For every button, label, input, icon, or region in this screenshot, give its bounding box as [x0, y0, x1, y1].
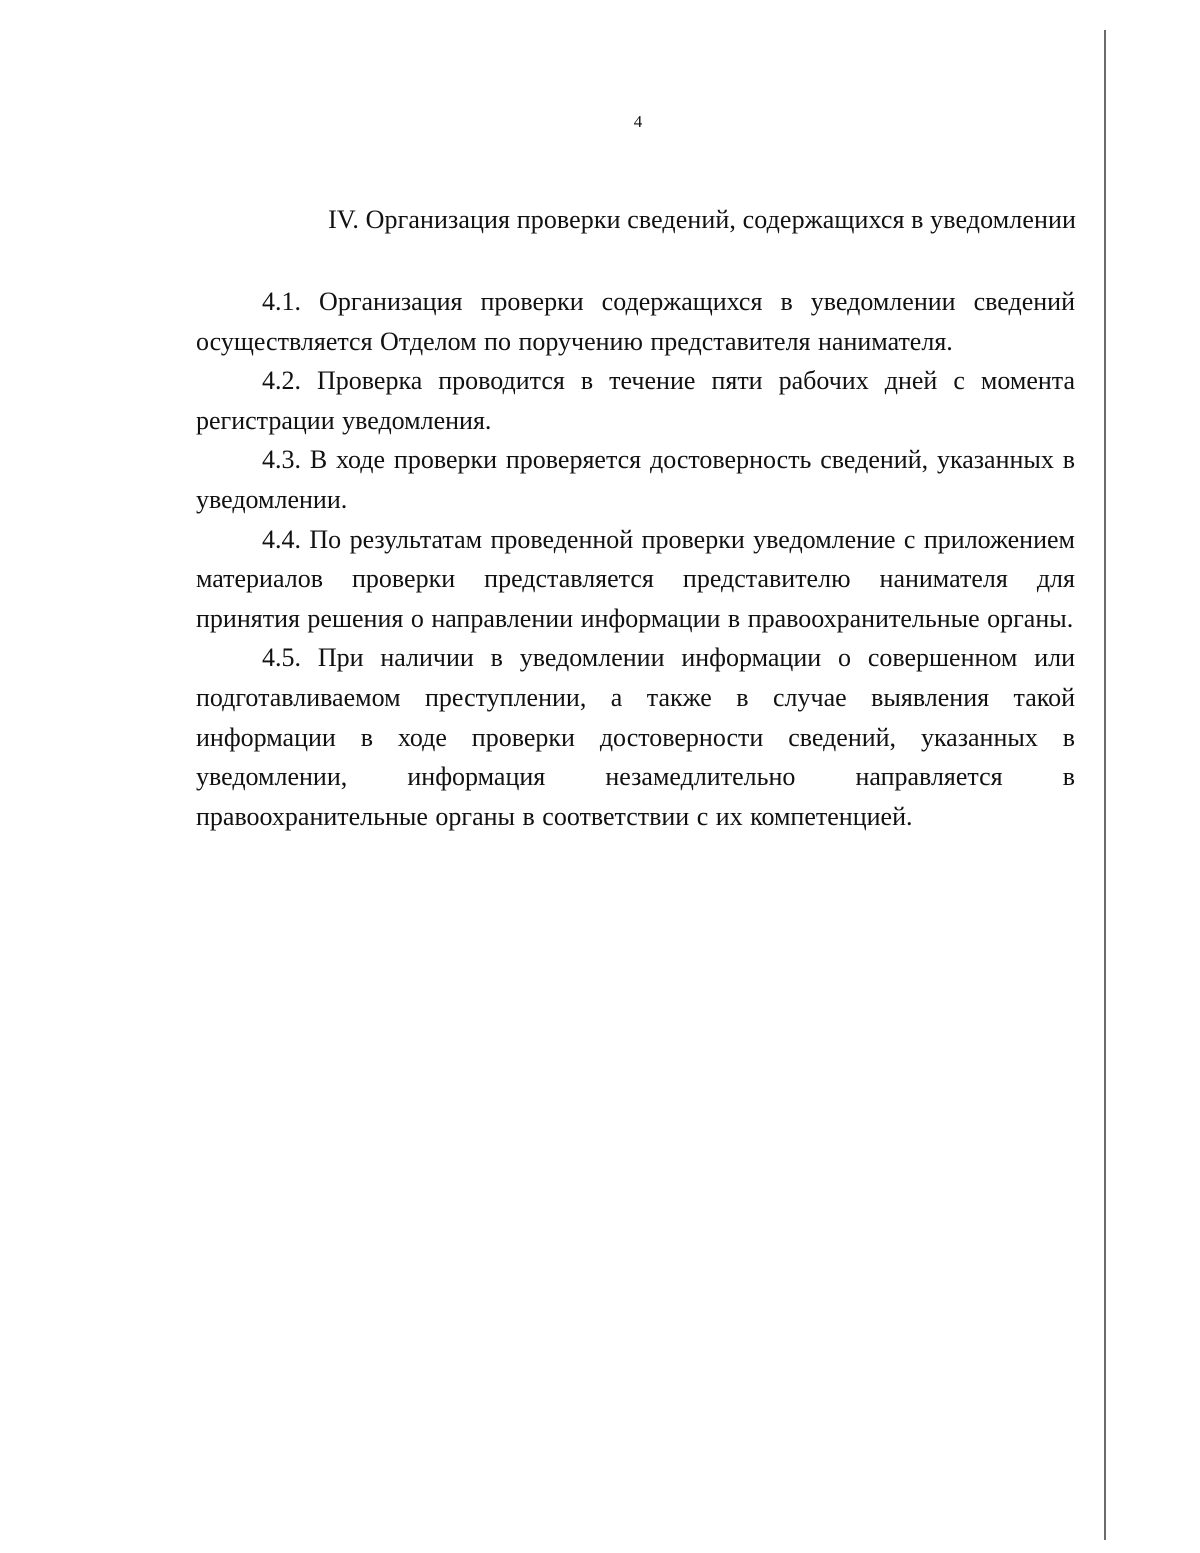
paragraph-4-2: 4.2. Проверка проводится в течение пяти рабочих дней с момента регистрации уведомления.: [196, 366, 1075, 435]
paragraph-4-1: 4.1. Организация проверки содержащихся в уведомлении сведений осуществляется Отделом по поручению представителя нанимателя.: [196, 287, 1075, 356]
body-text: [196, 282, 1075, 836]
paragraph-4-3: 4.3. В ходе проверки проверяется достоверность сведений, указанных в уведомлении.: [196, 445, 1075, 514]
paragraph-4-4: 4.4. По результатам проведенной проверки уведомление с приложением материалов проверки представляется представителю нанимателя для принятия решения о направлении информации в правоохранительные органы.: [196, 524, 1075, 633]
scan-edge-line: [1104, 30, 1106, 1540]
paragraph-4-5: 4.5. При наличии в уведомлении информации о совершенном или подготавливаемом преступлении, а также в случае выявления такой информации в ходе проверки достоверности сведений, указанных в уведомлении, информация незамедлительно направляется в правоохранительные органы в соответствии с их компетенцией.: [196, 643, 1075, 831]
section-title: IV. Организация проверки сведений, содержащихся в уведомлении: [328, 205, 1076, 234]
page-number: 4: [633, 112, 643, 131]
